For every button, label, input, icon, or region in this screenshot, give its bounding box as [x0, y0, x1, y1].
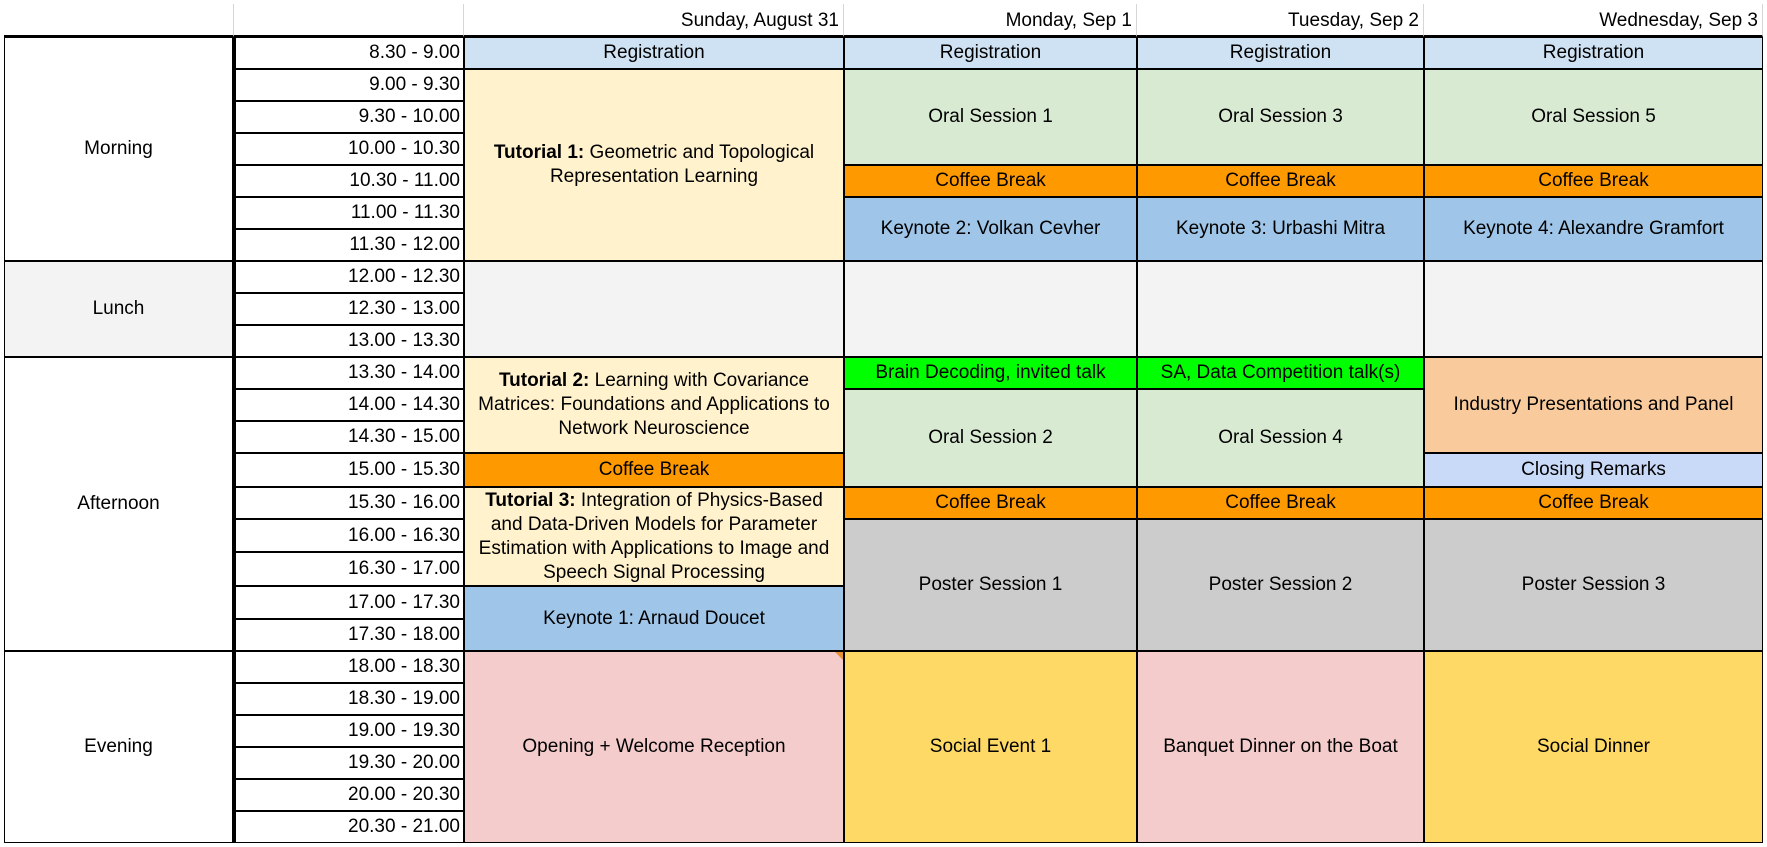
- time-slot: 13.00 - 13.30: [234, 325, 464, 357]
- tutorial-1-text: [471, 141, 837, 189]
- tuesday-keynote-3: Keynote 3: Urbashi Mitra: [1137, 197, 1424, 261]
- day-header-wednesday: Wednesday, Sep 3: [1424, 4, 1763, 37]
- time-slot: 9.30 - 10.00: [234, 101, 464, 133]
- tuesday-sa-data-competition: SA, Data Competition talk(s): [1137, 357, 1424, 389]
- tutorial-3-title: Integration of Physics-Based and Data-Driven Models for Parameter Estimation with Applications to Image and Speech Signal Processing: [478, 489, 830, 583]
- monday-coffee-break-pm: Coffee Break: [844, 487, 1137, 519]
- sunday-tutorial-2: [464, 357, 844, 453]
- tutorial-3-prefix: Tutorial 3:: [485, 489, 576, 511]
- wednesday-industry-panel: Industry Presentations and Panel: [1424, 357, 1763, 453]
- time-slot: 15.30 - 16.00: [234, 487, 464, 519]
- tutorial-3-text: [471, 489, 837, 585]
- sunday-tutorial-3: [464, 487, 844, 586]
- tuesday-poster-session-2: Poster Session 2: [1137, 519, 1424, 651]
- period-lunch: Lunch: [4, 261, 234, 357]
- tuesday-registration: Registration: [1137, 37, 1424, 69]
- day-header-sunday: Sunday, August 31: [464, 4, 844, 37]
- sunday-tutorial-1: [464, 69, 844, 261]
- wednesday-poster-session-3: Poster Session 3: [1424, 519, 1763, 651]
- time-slot: 17.00 - 17.30: [234, 586, 464, 619]
- tutorial-1-title: Geometric and Topological Representation Learning: [549, 142, 815, 187]
- day-header-monday: Monday, Sep 1: [844, 4, 1137, 37]
- time-slot: 10.30 - 11.00: [234, 165, 464, 197]
- wednesday-coffee-break-pm: Coffee Break: [1424, 487, 1763, 519]
- time-slot: 15.00 - 15.30: [234, 453, 464, 487]
- time-slot: 20.00 - 20.30: [234, 779, 464, 811]
- tutorial-2-title: Learning with Covariance Matrices: Foundations and Applications to Network Neuroscience: [478, 370, 830, 439]
- time-slot: 8.30 - 9.00: [234, 37, 464, 69]
- tuesday-banquet-dinner: Banquet Dinner on the Boat: [1137, 651, 1424, 843]
- monday-brain-decoding: Brain Decoding, invited talk: [844, 357, 1137, 389]
- time-slot: 18.30 - 19.00: [234, 683, 464, 715]
- monday-social-event-1: Social Event 1: [844, 651, 1137, 843]
- monday-lunch: [844, 261, 1137, 357]
- wednesday-registration: Registration: [1424, 37, 1763, 69]
- time-header: [234, 4, 464, 37]
- time-slot: 12.30 - 13.00: [234, 293, 464, 325]
- time-slot: 11.30 - 12.00: [234, 229, 464, 261]
- time-slot: 18.00 - 18.30: [234, 651, 464, 683]
- time-slot: 19.30 - 20.00: [234, 747, 464, 779]
- sunday-lunch: [464, 261, 844, 357]
- time-slot: 19.00 - 19.30: [234, 715, 464, 747]
- time-slot: 13.30 - 14.00: [234, 357, 464, 389]
- corner-header: [4, 4, 234, 37]
- monday-coffee-break-am: Coffee Break: [844, 165, 1137, 197]
- tutorial-2-text: [471, 369, 837, 441]
- time-slot: 17.30 - 18.00: [234, 619, 464, 651]
- tutorial-2-prefix: Tutorial 2:: [498, 370, 590, 391]
- period-evening: Evening: [4, 651, 234, 843]
- time-slot: 20.30 - 21.00: [234, 811, 464, 843]
- time-slot: 10.00 - 10.30: [234, 133, 464, 165]
- tuesday-oral-session-4: Oral Session 4: [1137, 389, 1424, 487]
- monday-registration: Registration: [844, 37, 1137, 69]
- sunday-coffee-break: Coffee Break: [464, 453, 844, 487]
- wednesday-keynote-4: Keynote 4: Alexandre Gramfort: [1424, 197, 1763, 261]
- time-slot: 16.00 - 16.30: [234, 519, 464, 552]
- time-slot: 9.00 - 9.30: [234, 69, 464, 101]
- monday-oral-session-2: Oral Session 2: [844, 389, 1137, 487]
- day-header-tuesday: Tuesday, Sep 2: [1137, 4, 1424, 37]
- period-morning: Morning: [4, 37, 234, 261]
- time-slot: 16.30 - 17.00: [234, 552, 464, 586]
- wednesday-social-dinner: Social Dinner: [1424, 651, 1763, 843]
- sunday-opening-reception: Opening + Welcome Reception: [464, 651, 844, 843]
- time-slot: 14.00 - 14.30: [234, 389, 464, 421]
- sunday-keynote-1: Keynote 1: Arnaud Doucet: [464, 586, 844, 651]
- monday-keynote-2: Keynote 2: Volkan Cevher: [844, 197, 1137, 261]
- tuesday-coffee-break-am: Coffee Break: [1137, 165, 1424, 197]
- time-slot: 12.00 - 12.30: [234, 261, 464, 293]
- tutorial-1-prefix: Tutorial 1:: [493, 142, 585, 163]
- monday-oral-session-1: Oral Session 1: [844, 69, 1137, 165]
- comment-marker-icon: [835, 652, 843, 660]
- time-slot: 11.00 - 11.30: [234, 197, 464, 229]
- wednesday-coffee-break-am: Coffee Break: [1424, 165, 1763, 197]
- tuesday-lunch: [1137, 261, 1424, 357]
- tuesday-coffee-break-pm: Coffee Break: [1137, 487, 1424, 519]
- sunday-registration: Registration: [464, 37, 844, 69]
- wednesday-lunch: [1424, 261, 1763, 357]
- tuesday-oral-session-3: Oral Session 3: [1137, 69, 1424, 165]
- wednesday-oral-session-5: Oral Session 5: [1424, 69, 1763, 165]
- monday-poster-session-1: Poster Session 1: [844, 519, 1137, 651]
- period-afternoon: Afternoon: [4, 357, 234, 651]
- wednesday-closing-remarks: Closing Remarks: [1424, 453, 1763, 487]
- time-slot: 14.30 - 15.00: [234, 421, 464, 453]
